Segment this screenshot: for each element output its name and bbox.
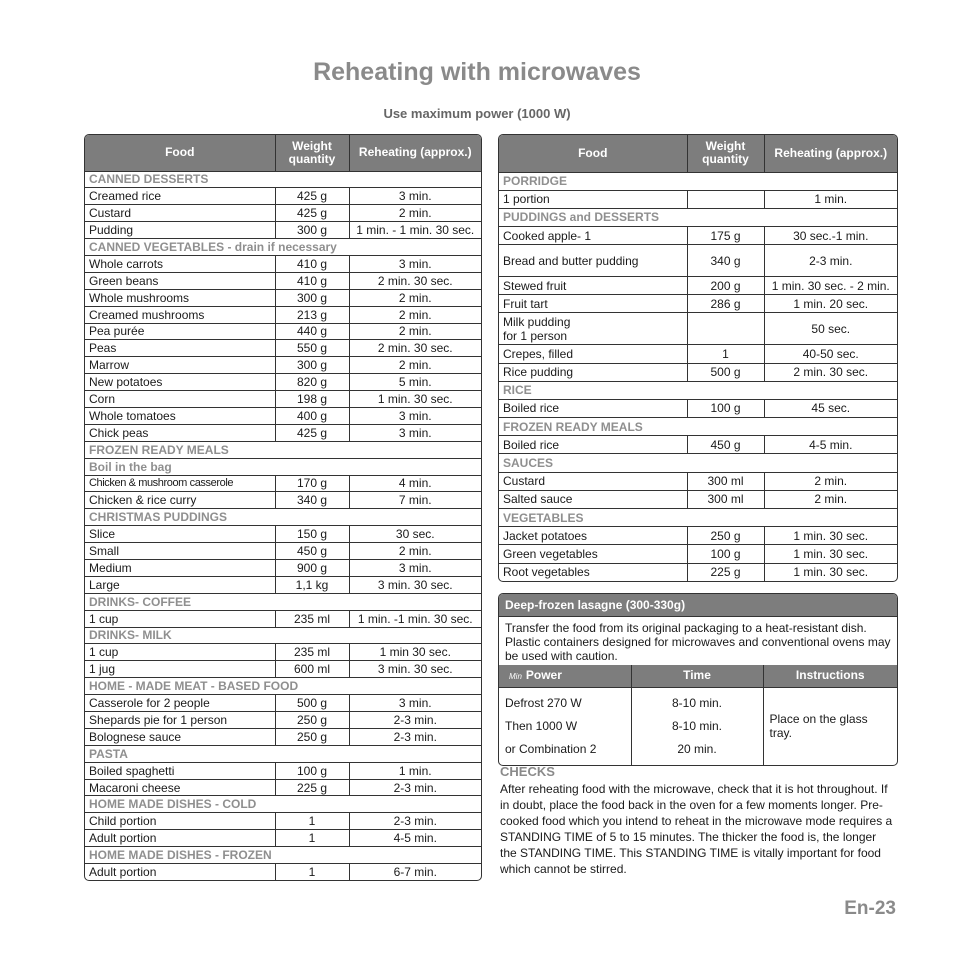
time-value: 20 min. (677, 741, 717, 756)
reheat-time-cell: 2 min. (349, 306, 481, 323)
weight-cell: 410 g (275, 272, 349, 289)
section-heading: CANNED DESSERTS (85, 171, 481, 188)
food-cell: Whole tomatoes (85, 407, 275, 424)
instructions-value: Place on the glass tray. (763, 687, 897, 765)
section-heading: FROZEN READY MEALS (85, 441, 481, 458)
food-cell: Salted sauce (499, 490, 687, 508)
table-row (499, 490, 897, 508)
food-cell: Large (85, 576, 275, 593)
food-cell: Cooked apple- 1 (499, 227, 687, 245)
microwave-power-icon: Min (509, 671, 522, 681)
food-cell: 1 jug (85, 661, 275, 678)
weight-cell: 100 g (687, 545, 764, 563)
weight-cell: 400 g (275, 407, 349, 424)
weight-cell: 286 g (687, 295, 764, 313)
reheat-time-cell: 3 min. (349, 188, 481, 205)
table-row (85, 864, 481, 881)
table-row (85, 222, 481, 239)
section-heading: PASTA (85, 745, 481, 762)
header-reheating: Reheating (approx.) (349, 135, 481, 171)
section-heading: HOME - MADE MEAT - BASED FOOD (85, 678, 481, 695)
section-row (85, 796, 481, 813)
food-cell: Bread and butter pudding (499, 245, 687, 277)
power-value: or Combination 2 (505, 741, 597, 756)
reheat-time-cell: 2 min. (349, 289, 481, 306)
reheat-time-cell: 50 sec. (764, 313, 897, 345)
weight-cell: 300 g (275, 222, 349, 239)
table-row (85, 188, 481, 205)
weight-cell: 1,1 kg (275, 576, 349, 593)
header-food: Food (85, 135, 275, 171)
table-row (499, 563, 897, 581)
food-cell: Stewed fruit (499, 277, 687, 295)
reheat-time-cell: 3 min. (349, 407, 481, 424)
checks-text: After reheating food with the microwave, check that it is hot throughout. If in doubt, place the food back in the oven for a few moments longer. Pre-cooked food which you intend to reheat in the microwave mode requires a STANDING TIME of 5 to 15 minutes. The thicker the food is, the longer the STANDING TIME. This STANDING TIME is vitally important for food which cannot be stirred. (500, 782, 893, 876)
food-cell: Milk pudding for 1 person (499, 313, 687, 345)
weight-cell: 225 g (275, 779, 349, 796)
reheat-time-cell: 1 min. 30 sec. (764, 563, 897, 581)
section-row (499, 208, 897, 226)
reheat-time-cell: 1 min. (764, 190, 897, 208)
weight-cell: 250 g (275, 728, 349, 745)
reheat-time-cell: 2 min. 30 sec. (349, 340, 481, 357)
reheat-time-cell: 6-7 min. (349, 864, 481, 881)
table-row (85, 830, 481, 847)
checks-section (500, 764, 896, 877)
section-row (85, 627, 481, 644)
weight-cell: 1 (275, 813, 349, 830)
time-value: 8-10 min. (671, 718, 723, 733)
weight-cell: 250 g (687, 527, 764, 545)
food-cell: Pudding (85, 222, 275, 239)
reheat-time-cell: 2 min. (764, 472, 897, 490)
food-cell: 1 cup (85, 644, 275, 661)
section-row (85, 678, 481, 695)
reheat-time-cell: 1 min. 30 sec. (349, 391, 481, 408)
food-cell: Rice pudding (499, 363, 687, 381)
food-cell: Pea purée (85, 323, 275, 340)
weight-cell: 100 g (687, 399, 764, 417)
section-heading: PUDDINGS and DESSERTS (499, 208, 897, 226)
section-heading: CANNED VEGETABLES - drain if necessary (85, 239, 481, 256)
left-reheating-table (84, 134, 482, 881)
reheat-time-cell: 1 min. - 1 min. 30 sec. (349, 222, 481, 239)
reheat-time-cell: 30 sec.-1 min. (764, 227, 897, 245)
food-cell: Corn (85, 391, 275, 408)
table-row (85, 543, 481, 560)
reheat-time-cell: 30 sec. (349, 526, 481, 543)
section-heading: RICE (499, 381, 897, 399)
reheat-time-cell: 40-50 sec. (764, 345, 897, 363)
reheat-time-cell: 1 min. 30 sec. (764, 527, 897, 545)
section-row (85, 745, 481, 762)
food-cell: Slice (85, 526, 275, 543)
table-row (85, 255, 481, 272)
weight-cell (687, 313, 764, 345)
checks-heading: CHECKS (500, 764, 555, 779)
table-row (499, 472, 897, 490)
table-row (85, 559, 481, 576)
table-row (85, 712, 481, 729)
table-row (499, 190, 897, 208)
reheat-time-cell: 2 min. (349, 205, 481, 222)
reheat-time-cell: 2 min. 30 sec. (349, 272, 481, 289)
section-row (85, 458, 481, 475)
weight-cell: 300 ml (687, 490, 764, 508)
table-row (499, 313, 897, 345)
header-weight: Weight quantity (687, 135, 764, 172)
food-cell: 1 portion (499, 190, 687, 208)
section-row (499, 509, 897, 527)
section-row (499, 454, 897, 472)
table-row (499, 295, 897, 313)
food-cell: Boiled rice (499, 436, 687, 454)
weight-cell: 175 g (687, 227, 764, 245)
food-cell: Root vegetables (499, 563, 687, 581)
food-cell: Green vegetables (499, 545, 687, 563)
weight-cell: 1 (275, 830, 349, 847)
reheat-time-cell: 4-5 min. (764, 436, 897, 454)
weight-cell: 1 (687, 345, 764, 363)
reheat-time-cell: 2-3 min. (349, 712, 481, 729)
section-row (85, 239, 481, 256)
table-row (499, 345, 897, 363)
table-row (85, 728, 481, 745)
page-title: Reheating with microwaves (313, 58, 641, 86)
food-cell: Green beans (85, 272, 275, 289)
section-row (85, 509, 481, 526)
food-cell: Medium (85, 559, 275, 576)
weight-cell: 235 ml (275, 610, 349, 627)
header-reheating: Reheating (approx.) (764, 135, 897, 172)
reheat-time-cell: 7 min. (349, 492, 481, 509)
page-number: En-23 (844, 898, 896, 919)
table-row (499, 227, 897, 245)
food-cell: Boiled spaghetti (85, 762, 275, 779)
table-row (499, 245, 897, 277)
reheat-time-cell: 2-3 min. (764, 245, 897, 277)
section-row (85, 593, 481, 610)
weight-cell: 150 g (275, 526, 349, 543)
table-row (499, 277, 897, 295)
table-row (85, 205, 481, 222)
section-heading: FROZEN READY MEALS (499, 418, 897, 436)
time-value: 8-10 min. (671, 695, 723, 710)
weight-cell: 300 g (275, 357, 349, 374)
food-cell: Custard (499, 472, 687, 490)
table-row (499, 363, 897, 381)
food-cell: Shepards pie for 1 person (85, 712, 275, 729)
section-heading: VEGETABLES (499, 509, 897, 527)
food-cell: Small (85, 543, 275, 560)
reheat-time-cell: 1 min. 30 sec. - 2 min. (764, 277, 897, 295)
food-cell: Adult portion (85, 830, 275, 847)
weight-cell: 250 g (275, 712, 349, 729)
reheat-time-cell: 1 min. (349, 762, 481, 779)
table-row (85, 576, 481, 593)
table-row (85, 391, 481, 408)
food-cell: Chick peas (85, 424, 275, 441)
table-row (85, 357, 481, 374)
food-cell: Fruit tart (499, 295, 687, 313)
reheat-time-cell: 4 min. (349, 475, 481, 492)
section-heading: Boil in the bag (85, 458, 481, 475)
table-row (85, 340, 481, 357)
table-row (85, 813, 481, 830)
food-cell: 1 cup (85, 610, 275, 627)
section-heading: SAUCES (499, 454, 897, 472)
reheat-time-cell: 1 min. 20 sec. (764, 295, 897, 313)
weight-cell: 425 g (275, 205, 349, 222)
weight-cell: 1 (275, 864, 349, 881)
food-cell: Marrow (85, 357, 275, 374)
table-row (85, 306, 481, 323)
table-row (85, 610, 481, 627)
weight-cell: 410 g (275, 255, 349, 272)
reheat-time-cell: 2 min. (349, 323, 481, 340)
food-cell: Peas (85, 340, 275, 357)
section-heading: HOME MADE DISHES - COLD (85, 796, 481, 813)
weight-cell: 300 g (275, 289, 349, 306)
reheat-time-cell: 2-3 min. (349, 813, 481, 830)
section-row (499, 381, 897, 399)
page-subtitle: Use maximum power (1000 W) (383, 106, 571, 121)
time-header: Time (631, 665, 763, 687)
reheat-time-cell: 3 min. 30 sec. (349, 576, 481, 593)
lasagne-heading: Deep-frozen lasagne (300-330g) (499, 594, 897, 616)
section-heading: PORRIDGE (499, 172, 897, 190)
reheat-time-cell: 3 min. (349, 255, 481, 272)
reheat-time-cell: 2 min. (349, 357, 481, 374)
weight-cell (687, 190, 764, 208)
section-row (85, 441, 481, 458)
table-row (85, 695, 481, 712)
food-cell: Whole carrots (85, 255, 275, 272)
reheat-time-cell: 3 min. (349, 559, 481, 576)
table-row (85, 475, 481, 492)
weight-cell: 340 g (275, 492, 349, 509)
food-cell: Adult portion (85, 864, 275, 881)
food-cell: New potatoes (85, 374, 275, 391)
food-cell: Crepes, filled (499, 345, 687, 363)
lasagne-box (498, 593, 898, 766)
table-row (85, 374, 481, 391)
header-weight: Weight quantity (275, 135, 349, 171)
weight-cell: 170 g (275, 475, 349, 492)
reheat-time-cell: 4-5 min. (349, 830, 481, 847)
weight-cell: 500 g (275, 695, 349, 712)
table-row (499, 527, 897, 545)
power-value: Then 1000 W (505, 718, 578, 733)
weight-cell: 198 g (275, 391, 349, 408)
weight-cell: 600 ml (275, 661, 349, 678)
reheat-time-cell: 1 min. -1 min. 30 sec. (349, 610, 481, 627)
table-row (85, 779, 481, 796)
lasagne-description: Transfer the food from its original packaging to a heat-resistant dish. Plastic containers designed for microwaves and conventional ovens may be used with caution. (499, 616, 897, 665)
weight-cell: 213 g (275, 306, 349, 323)
time-cell (631, 687, 763, 765)
weight-cell: 450 g (687, 436, 764, 454)
table-row (85, 424, 481, 441)
power-header-label: Power (525, 667, 562, 682)
weight-cell: 340 g (687, 245, 764, 277)
food-cell: Boiled rice (499, 399, 687, 417)
table-row (85, 762, 481, 779)
weight-cell: 550 g (275, 340, 349, 357)
food-cell: Macaroni cheese (85, 779, 275, 796)
reheat-time-cell: 2-3 min. (349, 728, 481, 745)
reheat-time-cell: 2 min. 30 sec. (764, 363, 897, 381)
weight-cell: 440 g (275, 323, 349, 340)
weight-cell: 425 g (275, 424, 349, 441)
weight-cell: 300 ml (687, 472, 764, 490)
table-row (85, 492, 481, 509)
section-heading: CHRISTMAS PUDDINGS (85, 509, 481, 526)
reheat-time-cell: 2-3 min. (349, 779, 481, 796)
reheat-time-cell: 3 min. (349, 695, 481, 712)
reheat-time-cell: 2 min. (349, 543, 481, 560)
weight-cell: 235 ml (275, 644, 349, 661)
power-value: Defrost 270 W (505, 695, 582, 710)
table-row (85, 289, 481, 306)
table-row (85, 661, 481, 678)
table-row (499, 399, 897, 417)
food-cell: Whole mushrooms (85, 289, 275, 306)
food-cell: Bolognese sauce (85, 728, 275, 745)
reheat-time-cell: 45 sec. (764, 399, 897, 417)
table-row (85, 526, 481, 543)
section-heading: DRINKS- COFFEE (85, 593, 481, 610)
section-row (85, 847, 481, 864)
right-reheating-table (498, 134, 898, 582)
reheat-time-cell: 2 min. (764, 490, 897, 508)
food-cell: Custard (85, 205, 275, 222)
section-heading: DRINKS- MILK (85, 627, 481, 644)
weight-cell: 425 g (275, 188, 349, 205)
section-row (85, 171, 481, 188)
weight-cell: 820 g (275, 374, 349, 391)
power-cell (499, 687, 631, 765)
table-row (499, 436, 897, 454)
weight-cell: 900 g (275, 559, 349, 576)
section-heading: HOME MADE DISHES - FROZEN (85, 847, 481, 864)
food-cell: Child portion (85, 813, 275, 830)
weight-cell: 450 g (275, 543, 349, 560)
table-row (85, 272, 481, 289)
table-row (85, 407, 481, 424)
weight-cell: 100 g (275, 762, 349, 779)
table-row (85, 644, 481, 661)
food-cell: Creamed mushrooms (85, 306, 275, 323)
reheat-time-cell: 1 min. 30 sec. (764, 545, 897, 563)
food-cell: Chicken & rice curry (85, 492, 275, 509)
food-cell: Creamed rice (85, 188, 275, 205)
weight-cell: 500 g (687, 363, 764, 381)
food-cell: Jacket potatoes (499, 527, 687, 545)
weight-cell: 225 g (687, 563, 764, 581)
power-header (499, 665, 631, 687)
reheat-time-cell: 3 min. 30 sec. (349, 661, 481, 678)
instructions-header: Instructions (763, 665, 897, 687)
header-food: Food (499, 135, 687, 172)
section-row (499, 172, 897, 190)
food-cell: Casserole for 2 people (85, 695, 275, 712)
reheat-time-cell: 3 min. (349, 424, 481, 441)
section-row (499, 418, 897, 436)
food-cell: Chicken & mushroom casserole (85, 475, 275, 492)
reheat-time-cell: 1 min 30 sec. (349, 644, 481, 661)
table-row (85, 323, 481, 340)
weight-cell: 200 g (687, 277, 764, 295)
reheat-time-cell: 5 min. (349, 374, 481, 391)
table-row (499, 545, 897, 563)
